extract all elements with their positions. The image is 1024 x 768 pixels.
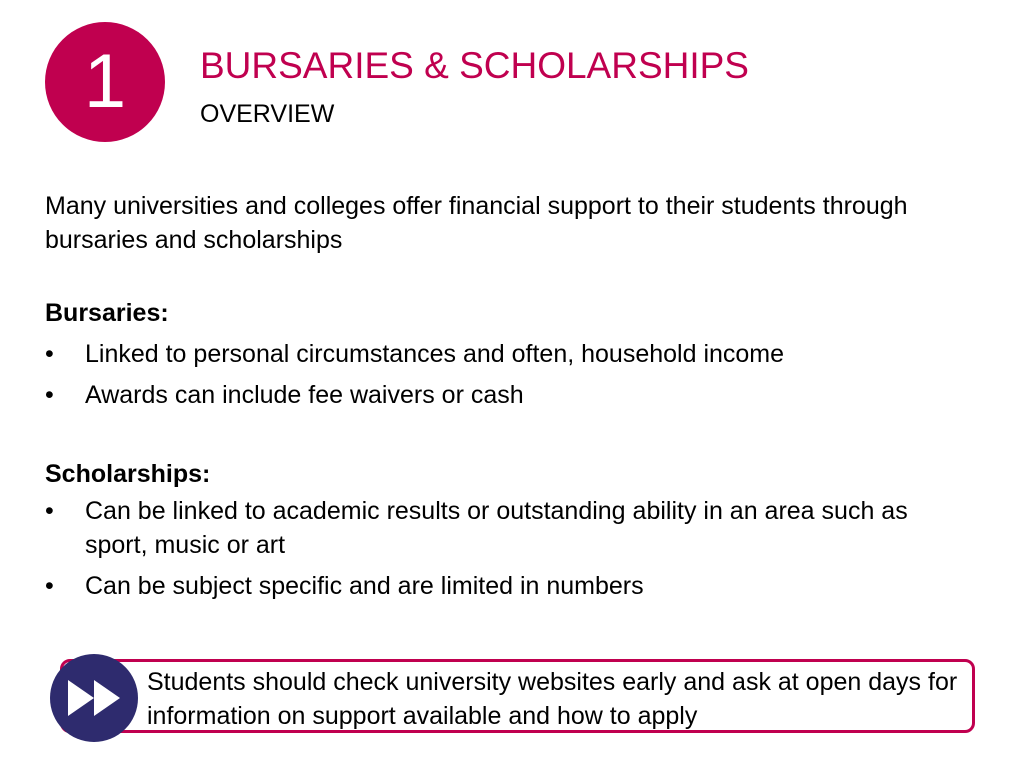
list-item-text: Linked to personal circumstances and often, household income (85, 340, 785, 368)
list-item (45, 378, 975, 412)
bullet-icon: • (45, 340, 54, 368)
intro-paragraph: Many universities and colleges offer financial support to their students through bursaries and scholarships (45, 192, 908, 254)
bullet-icon: • (45, 381, 54, 409)
bursaries-list (45, 337, 975, 412)
page-subtitle: OVERVIEW (200, 100, 335, 128)
fast-forward-icon (50, 654, 138, 742)
page-title: BURSARIES & SCHOLARSHIPS (200, 45, 749, 86)
list-item-text: Awards can include fee waivers or cash (85, 381, 524, 409)
section-number: 1 (83, 39, 127, 124)
bullet-icon: • (45, 572, 54, 600)
scholarships-heading: Scholarships: (45, 460, 211, 488)
bursaries-heading: Bursaries: (45, 299, 169, 327)
bullet-icon: • (45, 497, 54, 525)
list-item (45, 569, 975, 603)
list-item-text: Can be subject specific and are limited in numbers (85, 572, 644, 600)
list-item-text: Can be linked to academic results or outstanding ability in an area such as sport, music or art (85, 497, 908, 559)
list-item (45, 337, 975, 371)
list-item (45, 494, 975, 562)
callout-text: Students should check university websites early and ask at open days for information on support available and how to apply (147, 668, 958, 730)
section-number-badge (45, 22, 165, 142)
scholarships-list (45, 494, 975, 603)
